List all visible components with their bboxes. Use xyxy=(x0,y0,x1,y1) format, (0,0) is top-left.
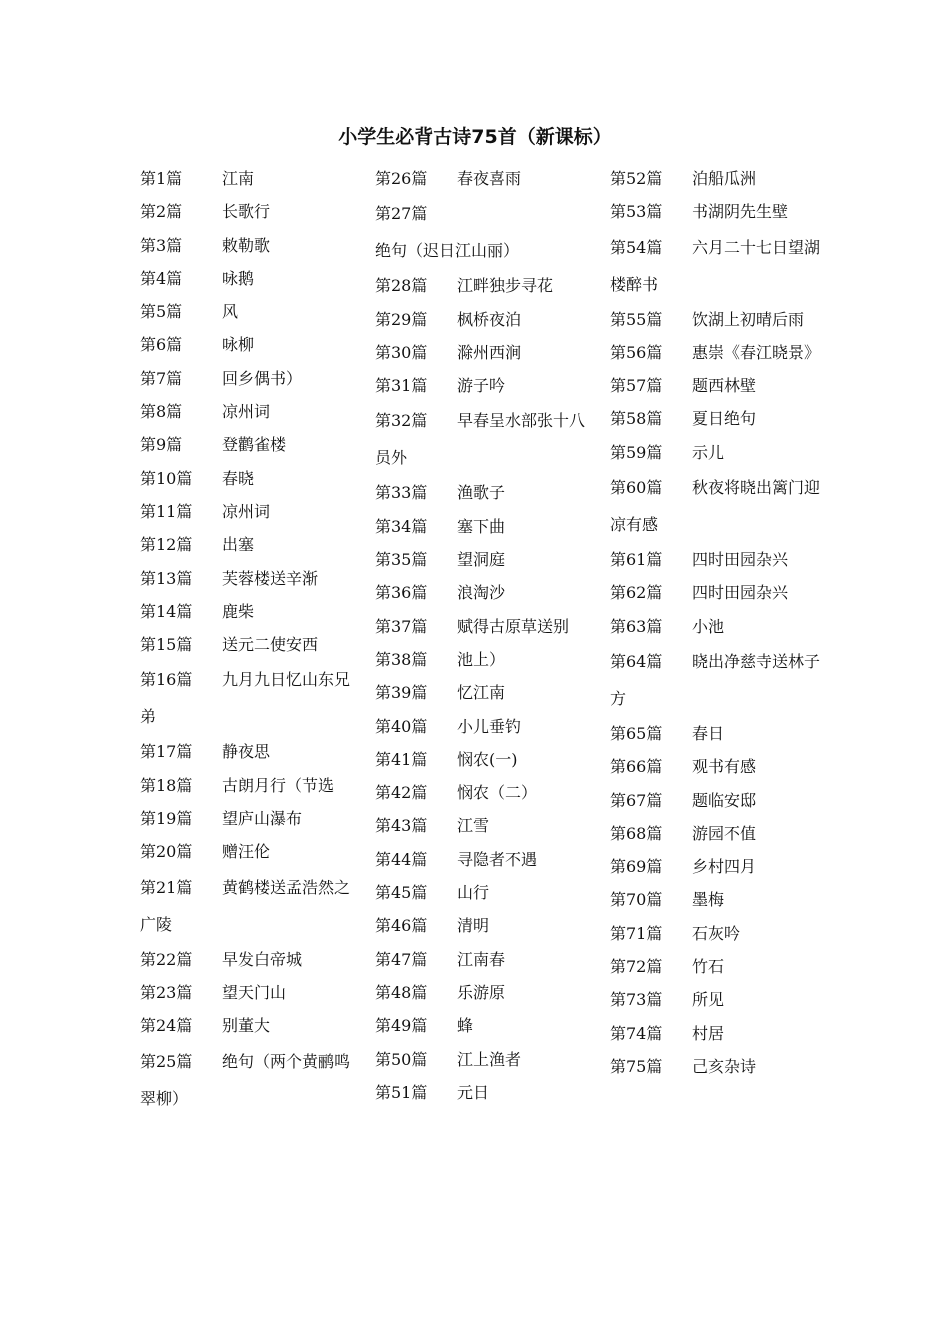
poem-number: 第65篇 xyxy=(610,723,663,743)
poem-list-item xyxy=(140,1043,365,1117)
poem-title: 凉州词 xyxy=(222,402,271,422)
poem-list-item xyxy=(375,643,600,676)
poem-title: 忆江南 xyxy=(457,683,506,703)
poem-list-item xyxy=(140,562,365,595)
poem-title: 泊船瓜洲 xyxy=(692,169,757,188)
poem-list-item xyxy=(610,303,835,336)
poem-list-item xyxy=(610,784,835,817)
poem-title: 乡村四月 xyxy=(692,857,757,877)
poem-list-item xyxy=(610,543,835,576)
poem-list-item xyxy=(140,328,365,361)
poem-list-item xyxy=(375,710,600,743)
poem-number: 第57篇 xyxy=(610,376,663,396)
poem-list-item xyxy=(375,543,600,576)
poem-list-item xyxy=(610,717,835,750)
poem-list-item xyxy=(610,336,835,369)
poem-number: 第26篇 xyxy=(375,169,428,188)
poem-number: 第23篇 xyxy=(140,982,193,1002)
poem-list-item xyxy=(610,1017,835,1050)
poem-title: 浪淘沙 xyxy=(457,583,506,603)
poem-list-item xyxy=(140,462,365,495)
poem-list-item xyxy=(140,769,365,802)
poem-title: 九月九日忆山东兄弟 xyxy=(140,670,351,727)
poem-list-item xyxy=(140,1009,365,1042)
poem-title: 静夜思 xyxy=(222,742,271,762)
poem-list-item xyxy=(140,628,365,661)
poem-list-item xyxy=(375,843,600,876)
poem-number: 第71篇 xyxy=(610,923,663,943)
poem-title: 江雪 xyxy=(457,816,490,836)
poem-list-item xyxy=(375,943,600,976)
poem-title: 观书有感 xyxy=(692,757,757,777)
poem-title: 咏鹅 xyxy=(222,268,255,288)
poem-column-2 xyxy=(375,162,600,1109)
poem-list-item xyxy=(375,336,600,369)
poem-number: 第48篇 xyxy=(375,982,428,1002)
poem-number: 第7篇 xyxy=(140,368,183,388)
poem-list-item xyxy=(375,776,600,809)
poem-title: 春晓 xyxy=(222,468,255,488)
poem-title: 江南 xyxy=(222,169,255,188)
poem-title: 古朗月行（节选 xyxy=(222,775,335,795)
poem-number: 第36篇 xyxy=(375,583,428,603)
poem-number: 第27篇 xyxy=(375,204,428,224)
poem-title: 夏日绝句 xyxy=(692,409,757,429)
poem-title: 塞下曲 xyxy=(457,516,506,536)
poem-list-item xyxy=(610,229,835,303)
poem-title: 赋得古原草送别 xyxy=(457,616,570,636)
poem-list-item xyxy=(610,195,835,228)
poem-list-item xyxy=(140,362,365,395)
poem-list-item xyxy=(140,735,365,768)
poem-number: 第20篇 xyxy=(140,842,193,862)
poem-list-item xyxy=(375,303,600,336)
poem-number: 第43篇 xyxy=(375,816,428,836)
poem-title: 游园不值 xyxy=(692,823,757,843)
poem-title: 小儿垂钓 xyxy=(457,716,522,736)
poem-title: 望庐山瀑布 xyxy=(222,809,303,829)
poem-list-item xyxy=(375,1043,600,1076)
poem-number: 第60篇 xyxy=(610,478,663,498)
poem-title: 登鹳雀楼 xyxy=(222,435,287,455)
poem-number: 第34篇 xyxy=(375,516,428,536)
poem-title: 望洞庭 xyxy=(457,550,506,570)
poem-title: 示儿 xyxy=(692,442,725,462)
poem-title: 别董大 xyxy=(222,1016,271,1036)
poem-title: 己亥杂诗 xyxy=(692,1056,757,1076)
poem-list-item xyxy=(375,976,600,1009)
poem-number: 第72篇 xyxy=(610,957,663,977)
poem-number: 第35篇 xyxy=(375,550,428,570)
poem-title: 池上） xyxy=(457,649,506,669)
poem-number: 第38篇 xyxy=(375,649,428,669)
poem-title: 望天门山 xyxy=(222,982,287,1002)
poem-number: 第58篇 xyxy=(610,409,663,429)
poem-list-item xyxy=(375,809,600,842)
poem-number: 第62篇 xyxy=(610,583,663,603)
poem-list-item xyxy=(140,395,365,428)
poem-number: 第13篇 xyxy=(140,568,193,588)
poem-number: 第16篇 xyxy=(140,670,193,690)
poem-title: 绝句（两个黄鹂鸣翠柳） xyxy=(140,1051,351,1108)
poem-number: 第61篇 xyxy=(610,550,663,570)
poem-number: 第44篇 xyxy=(375,849,428,869)
poem-number: 第4篇 xyxy=(140,268,183,288)
poem-number: 第37篇 xyxy=(375,616,428,636)
poem-list-item xyxy=(610,917,835,950)
poem-number: 第70篇 xyxy=(610,890,663,910)
poem-title: 渔歌子 xyxy=(457,483,506,503)
poem-title: 出塞 xyxy=(222,535,255,555)
poem-title: 书湖阴先生壁 xyxy=(692,202,789,222)
poem-list-item xyxy=(140,802,365,835)
poem-list-item xyxy=(375,909,600,942)
poem-list-item xyxy=(610,469,835,543)
poem-title: 黄鹤楼送孟浩然之广陵 xyxy=(140,877,351,934)
poem-title: 所见 xyxy=(692,990,725,1010)
poem-number: 第39篇 xyxy=(375,683,428,703)
poem-title: 赠汪伦 xyxy=(222,842,271,862)
poem-title: 芙蓉楼送辛渐 xyxy=(222,568,319,588)
poem-title: 元日 xyxy=(457,1082,490,1102)
poem-title: 四时田园杂兴 xyxy=(692,583,789,603)
poem-title: 山行 xyxy=(457,883,490,903)
poem-number: 第25篇 xyxy=(140,1051,193,1071)
poem-number: 第52篇 xyxy=(610,169,663,188)
poem-list-item xyxy=(610,643,835,717)
poem-list-item xyxy=(375,743,600,776)
poem-number: 第31篇 xyxy=(375,376,428,396)
poem-title: 村居 xyxy=(692,1023,725,1043)
poem-list-item xyxy=(140,495,365,528)
poem-title: 墨梅 xyxy=(692,890,725,910)
poem-number: 第56篇 xyxy=(610,342,663,362)
poem-number: 第21篇 xyxy=(140,877,193,897)
poem-title: 滁州西涧 xyxy=(457,342,522,362)
poem-number: 第55篇 xyxy=(610,309,663,329)
poem-title: 小池 xyxy=(692,616,725,636)
poem-list-item xyxy=(610,610,835,643)
poem-title: 晓出净慈寺送林子方 xyxy=(610,651,821,708)
poem-number: 第49篇 xyxy=(375,1016,428,1036)
poem-title: 蜂 xyxy=(457,1016,474,1036)
poem-list-item xyxy=(375,369,600,402)
poem-list-item xyxy=(375,1076,600,1109)
poem-number: 第19篇 xyxy=(140,809,193,829)
poem-list-item xyxy=(375,402,600,476)
poem-list-item xyxy=(375,510,600,543)
poem-title: 石灰吟 xyxy=(692,923,741,943)
poem-list-item xyxy=(140,295,365,328)
poem-column-1 xyxy=(140,162,365,1117)
poem-list-item xyxy=(140,428,365,461)
poem-number: 第17篇 xyxy=(140,742,193,762)
poem-title: 枫桥夜泊 xyxy=(457,309,522,329)
poem-list-item xyxy=(140,869,365,943)
poem-number: 第54篇 xyxy=(610,237,663,257)
poem-number: 第42篇 xyxy=(375,783,428,803)
poem-title: 早春呈水部张十八员外 xyxy=(375,411,586,468)
poem-number: 第24篇 xyxy=(140,1016,193,1036)
poem-list-item xyxy=(140,162,365,195)
poem-number: 第2篇 xyxy=(140,202,183,222)
poem-list-item xyxy=(610,402,835,435)
poem-list-item xyxy=(140,229,365,262)
poem-list-item xyxy=(610,983,835,1016)
poem-title: 饮湖上初晴后雨 xyxy=(692,309,805,329)
poem-title: 风 xyxy=(222,302,239,322)
poem-title: 秋夜将晓出篱门迎凉有感 xyxy=(610,478,821,535)
poem-number: 第11篇 xyxy=(140,501,193,521)
poem-list-item xyxy=(610,369,835,402)
poem-number: 第50篇 xyxy=(375,1049,428,1069)
poem-number: 第66篇 xyxy=(610,757,663,777)
poem-number: 第15篇 xyxy=(140,635,193,655)
poem-title: 题西林壁 xyxy=(692,376,757,396)
poem-title: 江南春 xyxy=(457,949,506,969)
poem-list-item xyxy=(610,850,835,883)
poem-title: 惠崇《春江晓景》 xyxy=(692,342,821,362)
poem-number: 第18篇 xyxy=(140,775,193,795)
poem-list-item xyxy=(375,162,600,195)
poem-title: 早发白帝城 xyxy=(222,949,303,969)
poem-list-item xyxy=(375,576,600,609)
poem-title: 乐游原 xyxy=(457,982,506,1002)
poem-title: 悯农（二） xyxy=(457,783,538,803)
poem-number: 第22篇 xyxy=(140,949,193,969)
poem-list-item xyxy=(610,817,835,850)
poem-title: 春夜喜雨 xyxy=(457,169,522,188)
poem-title: 六月二十七日望湖楼醉书 xyxy=(610,237,821,294)
poem-title: 悯农(一) xyxy=(457,749,518,769)
poem-list-item xyxy=(140,195,365,228)
poem-number: 第30篇 xyxy=(375,342,428,362)
poem-number: 第51篇 xyxy=(375,1082,428,1102)
poem-title: 竹石 xyxy=(692,957,725,977)
poem-number: 第1篇 xyxy=(140,169,183,188)
poem-column-3 xyxy=(610,162,835,1083)
poem-number: 第67篇 xyxy=(610,790,663,810)
poem-number: 第41篇 xyxy=(375,749,428,769)
page-title: 小学生必背古诗75首（新课标） xyxy=(338,126,612,148)
poem-number: 第6篇 xyxy=(140,335,183,355)
poem-title: 敕勒歌 xyxy=(222,235,271,255)
poem-title: 四时田园杂兴 xyxy=(692,550,789,570)
poem-list-item xyxy=(375,195,600,269)
poem-number: 第28篇 xyxy=(375,276,428,296)
poem-title: 江畔独步寻花 xyxy=(457,276,554,296)
poem-list-item xyxy=(140,835,365,868)
poem-list-item xyxy=(140,262,365,295)
poem-list-item xyxy=(140,943,365,976)
poem-number: 第64篇 xyxy=(610,651,663,671)
poem-title: 题临安邸 xyxy=(692,790,757,810)
poem-number: 第32篇 xyxy=(375,411,428,431)
poem-title: 咏柳 xyxy=(222,335,255,355)
poem-number: 第74篇 xyxy=(610,1023,663,1043)
poem-number: 第9篇 xyxy=(140,435,183,455)
poem-number: 第47篇 xyxy=(375,949,428,969)
poem-number: 第40篇 xyxy=(375,716,428,736)
poem-title: 送元二使安西 xyxy=(222,635,319,655)
poem-number: 第59篇 xyxy=(610,442,663,462)
poem-number: 第3篇 xyxy=(140,235,183,255)
poem-number: 第33篇 xyxy=(375,483,428,503)
poem-number: 第68篇 xyxy=(610,823,663,843)
poem-list-item xyxy=(610,883,835,916)
poem-title: 春日 xyxy=(692,723,725,743)
poem-list-item xyxy=(375,269,600,302)
poem-title: 清明 xyxy=(457,916,490,936)
poem-title: 长歌行 xyxy=(222,202,271,222)
poem-number: 第8篇 xyxy=(140,402,183,422)
poem-number: 第73篇 xyxy=(610,990,663,1010)
poem-title: 江上渔者 xyxy=(457,1049,522,1069)
poem-list-item xyxy=(375,676,600,709)
poem-number: 第29篇 xyxy=(375,309,428,329)
poem-title: 寻隐者不遇 xyxy=(457,849,538,869)
poem-number: 第10篇 xyxy=(140,468,193,488)
poem-list-item xyxy=(610,436,835,469)
poem-list-item xyxy=(610,750,835,783)
poem-number: 第14篇 xyxy=(140,601,193,621)
poem-list-item xyxy=(140,661,365,735)
poem-title: 凉州词 xyxy=(222,501,271,521)
poem-number: 第45篇 xyxy=(375,883,428,903)
poem-number: 第63篇 xyxy=(610,616,663,636)
poem-list-item xyxy=(375,876,600,909)
poem-title: 绝句（迟日江山丽） xyxy=(375,241,520,261)
poem-list-item xyxy=(375,1009,600,1042)
poem-title: 游子吟 xyxy=(457,376,506,396)
poem-number: 第75篇 xyxy=(610,1056,663,1076)
poem-number: 第5篇 xyxy=(140,302,183,322)
poem-number: 第53篇 xyxy=(610,202,663,222)
poem-number: 第69篇 xyxy=(610,857,663,877)
poem-title: 鹿柴 xyxy=(222,601,255,621)
poem-list-item xyxy=(140,976,365,1009)
poem-list-item xyxy=(610,1050,835,1083)
poem-number: 第12篇 xyxy=(140,535,193,555)
poem-list-item xyxy=(610,162,835,195)
poem-title: 回乡偶书） xyxy=(222,368,303,388)
poem-list-item xyxy=(375,476,600,509)
poem-list-item xyxy=(610,950,835,983)
poem-list-item xyxy=(375,610,600,643)
poem-list-item xyxy=(610,576,835,609)
poem-number: 第46篇 xyxy=(375,916,428,936)
poem-list-item xyxy=(140,595,365,628)
poem-list-item xyxy=(140,528,365,561)
